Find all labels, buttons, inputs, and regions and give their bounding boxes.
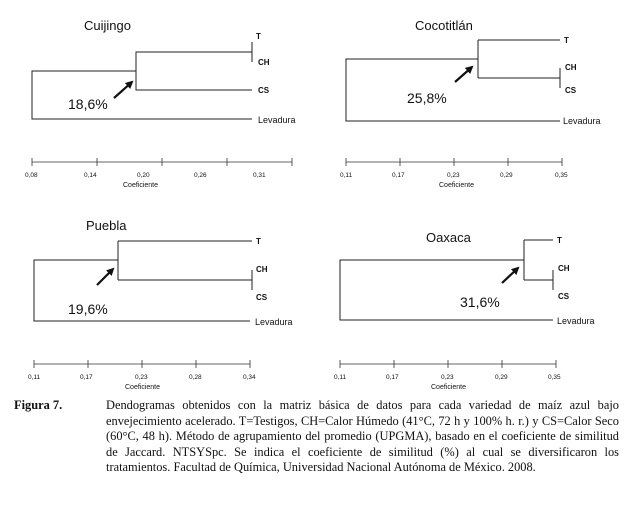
dendrogram-tree: [340, 240, 553, 320]
tick-label: 0,29: [495, 374, 508, 381]
axis-line: [34, 360, 250, 368]
leaf-label-t: T: [557, 236, 562, 245]
tick-label: 0,29: [500, 172, 513, 179]
arrow-icon: [502, 268, 518, 283]
leaf-label-t: T: [564, 36, 569, 45]
tick-label: 0,35: [548, 374, 561, 381]
leaf-label-levadura: Levadura: [557, 316, 595, 326]
similarity-percent: 19,6%: [68, 301, 108, 317]
caption-label: Figura 7.: [14, 398, 63, 412]
axis-label: Coeficiente: [439, 182, 475, 189]
axis-line: [32, 158, 292, 166]
tick-label: 0,20: [137, 172, 150, 179]
panel-title: Cuijingo: [84, 18, 131, 33]
tick-label: 0,11: [28, 374, 41, 381]
leaf-label-cs: CS: [558, 292, 570, 301]
dendrogram-tree: [32, 42, 252, 119]
panel-oaxaca: [334, 230, 595, 391]
panel-title: Oaxaca: [426, 230, 471, 245]
panel-cocotitlan: [340, 18, 601, 189]
leaf-label-t: T: [256, 237, 261, 246]
leaf-label-ch: CH: [565, 63, 577, 72]
tick-label: 0,23: [447, 172, 460, 179]
leaf-label-cs: CS: [565, 86, 577, 95]
dendrogram-tree: [34, 241, 252, 321]
leaf-label-cs: CS: [258, 86, 270, 95]
leaf-label-levadura: Levadura: [563, 116, 601, 126]
leaf-label-t: T: [256, 32, 261, 41]
tick-label: 0,28: [189, 374, 202, 381]
similarity-percent: 18,6%: [68, 96, 108, 112]
tick-label: 0,35: [555, 172, 568, 179]
tick-label: 0,23: [135, 374, 148, 381]
leaf-label-levadura: Levadura: [255, 317, 293, 327]
similarity-percent: 25,8%: [407, 90, 447, 106]
tick-label: 0,11: [340, 172, 353, 179]
tick-label: 0,17: [80, 374, 93, 381]
panel-title: Cocotitlán: [415, 18, 473, 33]
leaf-label-ch: CH: [258, 58, 270, 67]
arrow-icon: [114, 82, 132, 98]
axis-label: Coeficiente: [431, 384, 467, 391]
tick-label: 0,34: [243, 374, 256, 381]
panel-title: Puebla: [86, 218, 127, 233]
similarity-percent: 31,6%: [460, 294, 500, 310]
caption-text: Dendogramas obtenidos con la matriz básica de datos para cada variedad de maíz azul bajo envejecimiento acelerado. T=Testigos, CH=Calor Húmedo (41°C, 72 h y 100% h. r.) y CS=Calor Seco (60°C, 48 h). Método de agrupamiento del promedio (UPGMA), basado en el coeficiente de similitud de Jaccard. NTSYSpc. Se indica el coeficiente de similitud (%) al cual se diversificaron los tratamientos. Facultad de Química, Universidad Nacional Autónoma de México. 2008.: [106, 398, 619, 475]
tick-label: 0,31: [253, 172, 266, 179]
axis-line: [346, 158, 562, 166]
axis-label: Coeficiente: [123, 182, 159, 189]
tick-label: 0,26: [194, 172, 207, 179]
leaf-label-cs: CS: [256, 293, 268, 302]
tick-label: 0,23: [441, 374, 454, 381]
arrow-icon: [455, 67, 472, 82]
panel-cuijingo: [25, 18, 296, 189]
arrow-icon: [97, 269, 113, 285]
leaf-label-ch: CH: [256, 265, 268, 274]
leaf-label-ch: CH: [558, 264, 570, 273]
tick-label: 0,17: [386, 374, 399, 381]
tick-label: 0,17: [392, 172, 405, 179]
tick-label: 0,11: [334, 374, 347, 381]
leaf-label-levadura: Levadura: [258, 115, 296, 125]
tick-label: 0,08: [25, 172, 38, 179]
tick-label: 0,14: [84, 172, 97, 179]
axis-line: [340, 360, 556, 368]
axis-label: Coeficiente: [125, 384, 161, 391]
panel-puebla: [28, 218, 293, 391]
dendrogram-tree: [346, 40, 560, 121]
